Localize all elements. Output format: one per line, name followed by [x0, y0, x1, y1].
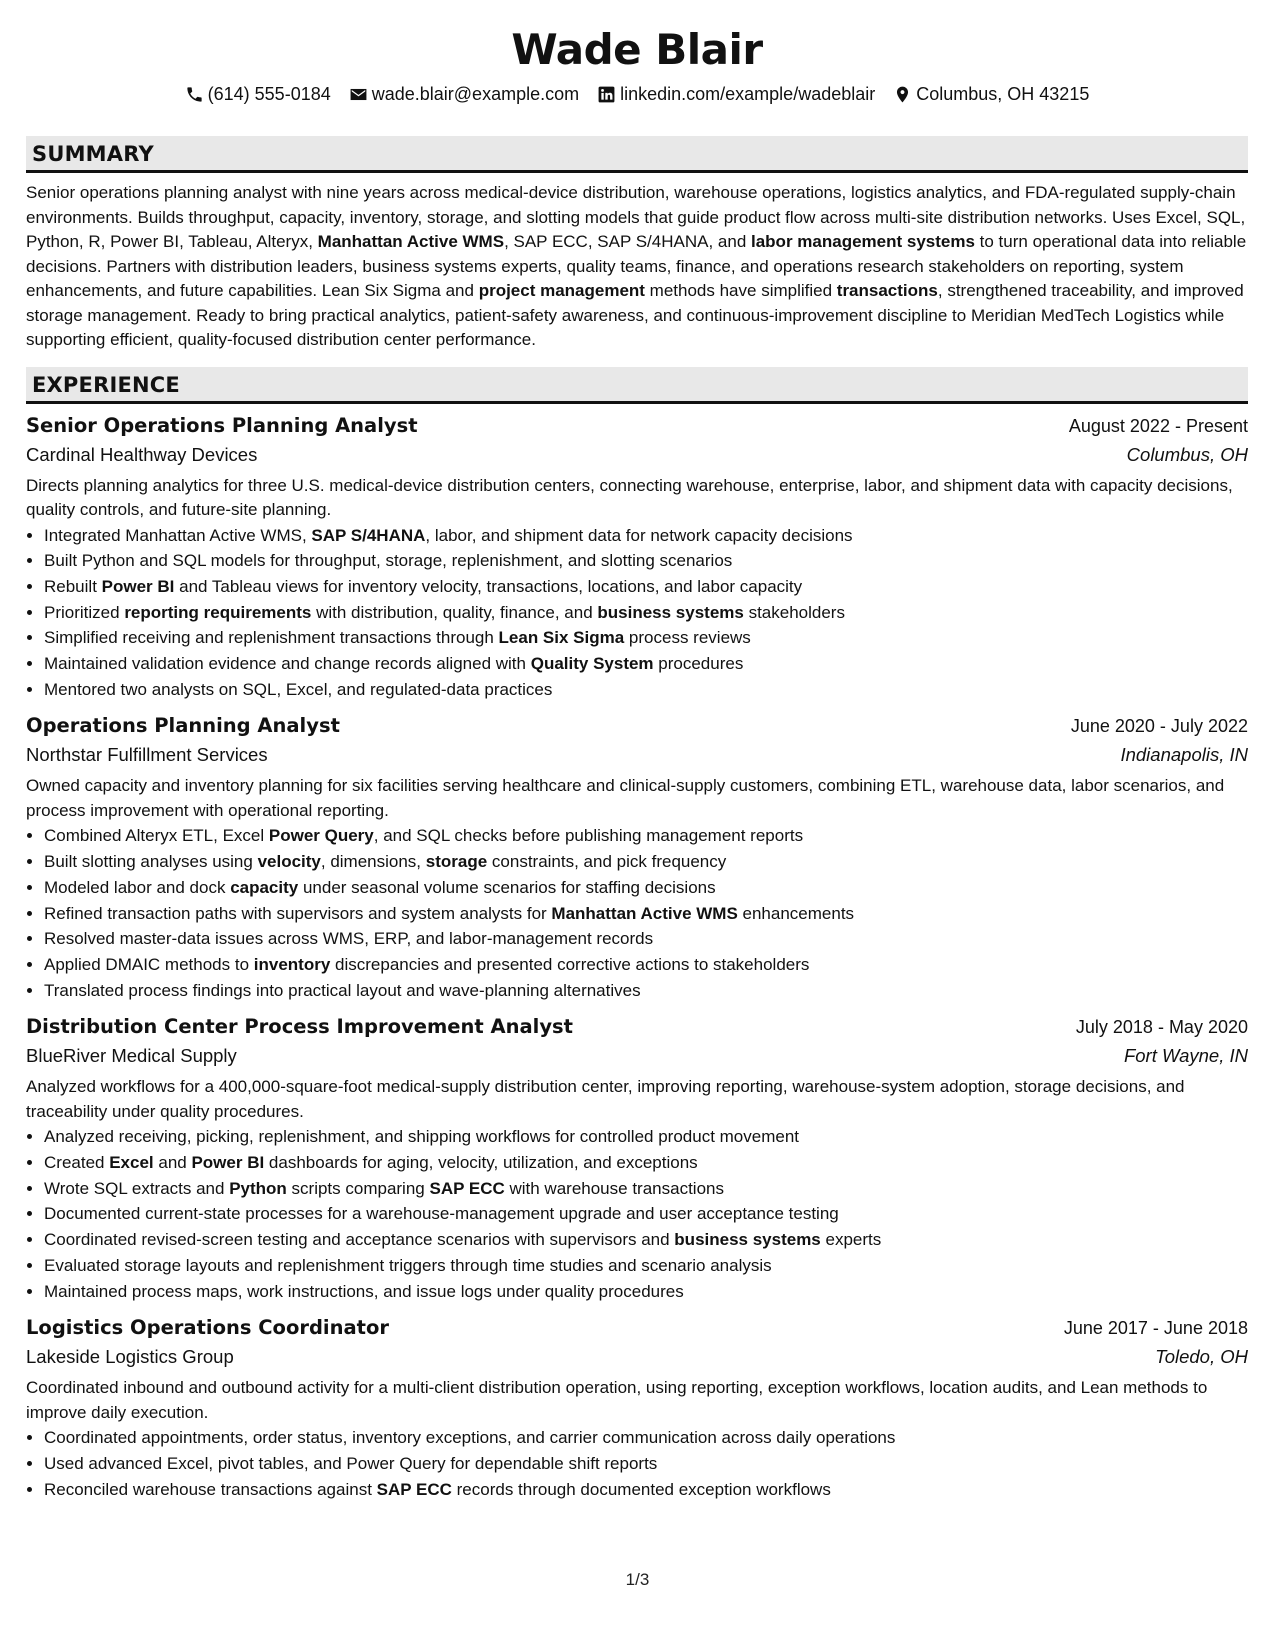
- job-bullet: [44, 978, 1248, 1004]
- job-company: Cardinal Healthway Devices: [26, 443, 258, 465]
- contact-email[interactable]: [349, 82, 579, 106]
- contact-phone: [185, 82, 331, 106]
- envelope-icon: [349, 85, 368, 104]
- text-run: Rebuilt: [44, 576, 102, 596]
- job-location: Columbus, OH: [1126, 443, 1248, 465]
- bold-keyword: Python: [229, 1178, 287, 1198]
- text-run: dashboards for aging, velocity, utilization, and exceptions: [264, 1153, 698, 1173]
- job-header-row: [26, 1013, 1248, 1041]
- text-run: Maintained validation evidence and change records aligned with: [44, 654, 531, 674]
- job-dates: July 2018 - May 2020: [1075, 1017, 1248, 1038]
- text-run: process reviews: [624, 628, 751, 648]
- job-company: Northstar Fulfillment Services: [26, 744, 268, 766]
- bold-keyword: SAP ECC: [376, 1479, 452, 1499]
- job-bullet: [44, 901, 1248, 927]
- bold-keyword: business systems: [674, 1230, 821, 1250]
- bold-keyword: Power BI: [191, 1153, 265, 1173]
- job-title: Logistics Operations Coordinator: [26, 1316, 389, 1340]
- job-bullet: [44, 1227, 1248, 1253]
- phone-text: (614) 555-0184: [207, 84, 331, 104]
- job-description: Coordinated inbound and outbound activity for a multi-client distribution operation, using reporting, exception workflows, location audits, and Lean methods to improve daily execution.: [26, 1378, 1208, 1422]
- job-bullet: [44, 952, 1248, 978]
- resume-page: [26, 0, 1248, 1502]
- bold-keyword: SAP ECC: [429, 1178, 505, 1198]
- job-dates: June 2017 - June 2018: [1063, 1318, 1248, 1339]
- bold-keyword: Manhattan Active WMS: [317, 232, 505, 251]
- text-run: Analyzed receiving, picking, replenishment, and shipping workflows for controlled product movement: [44, 1127, 799, 1147]
- job-bullet: [44, 823, 1248, 849]
- text-run: Built Python and SQL models for throughput, storage, replenishment, and slotting scenarios: [44, 551, 733, 571]
- job-location: Indianapolis, IN: [1120, 744, 1248, 766]
- bold-keyword: reporting requirements: [124, 602, 312, 622]
- job-bullet: [44, 1176, 1248, 1202]
- job-location: Fort Wayne, IN: [1123, 1045, 1248, 1067]
- text-run: enhancements: [737, 903, 855, 923]
- text-run: Simplified receiving and replenishment transactions through: [44, 628, 499, 648]
- bold-keyword: SAP S/4HANA: [311, 525, 426, 545]
- job-bullet-list: [26, 823, 1248, 1003]
- text-run: Created: [44, 1153, 110, 1173]
- text-run: stakeholders: [743, 602, 845, 622]
- text-run: , and SQL checks before publishing management reports: [373, 826, 804, 846]
- text-run: Coordinated revised-screen testing and acceptance scenarios with supervisors and: [44, 1230, 675, 1250]
- text-run: with distribution, quality, finance, and: [311, 602, 598, 622]
- text-run: , dimensions,: [320, 852, 426, 872]
- job-entry: [26, 1013, 1248, 1304]
- text-run: Built slotting analyses using: [44, 852, 258, 872]
- linkedin-link[interactable]: linkedin.com/example/wadeblair: [620, 84, 876, 104]
- text-run: Resolved master-data issues across WMS, ERP, and labor-management records: [44, 929, 654, 949]
- job-bullet: [44, 548, 1248, 574]
- experience-section: [26, 367, 1248, 1503]
- text-run: Used advanced Excel, pivot tables, and Power Query for dependable shift reports: [44, 1453, 658, 1473]
- job-bullet: [44, 1451, 1248, 1477]
- text-run: Senior operations planning analyst with nine years across medical-device distribution, warehouse operations, logistics analytics, and FDA-regulated supply-chain environments. Builds throughput, capacity, inventory, storage, and slotting models that guide product flow across multi-site distribution networks. Uses Excel, SQL, Python, R, Power BI, Tableau, Alteryx,: [26, 183, 1246, 251]
- job-description: Directs planning analytics for three U.S. medical-device distribution centers, connecting warehouse, enterprise, labor, and shipment data with capacity decisions, quality controls, and future-site planning.: [26, 475, 1233, 519]
- job-bullet: [44, 1201, 1248, 1227]
- job-bullet-list: [26, 1425, 1248, 1502]
- text-run: procedures: [653, 654, 744, 674]
- bold-keyword: Quality System: [530, 654, 654, 674]
- candidate-name: Wade Blair: [511, 25, 763, 74]
- job-bullet: [44, 875, 1248, 901]
- job-list: [26, 412, 1248, 1503]
- bold-keyword: Power Query: [268, 826, 374, 846]
- text-run: methods have simplified: [644, 281, 837, 300]
- job-bullet-list: [26, 1124, 1248, 1304]
- contact-linkedin[interactable]: [597, 82, 875, 106]
- bold-keyword: transactions: [836, 281, 938, 300]
- job-description: Owned capacity and inventory planning for six facilities serving healthcare and clinical-supply customers, combining ETL, warehouse data, labor scenarios, and process improvement with operational reporting.: [26, 776, 1225, 820]
- job-bullet: [44, 625, 1248, 651]
- job-dates: August 2022 - Present: [1068, 415, 1248, 436]
- bold-keyword: project management: [478, 281, 645, 300]
- text-run: Translated process findings into practical layout and wave-planning alternatives: [44, 980, 641, 1000]
- job-bullet: [44, 1279, 1248, 1305]
- text-run: , SAP ECC, SAP S/4HANA, and: [504, 232, 751, 251]
- text-run: to turn operational data into reliable decisions. Partners with distribution leaders, business systems experts, quality teams, finance, and operations research stakeholders on reporting, system enhancements, and future capabilities. Lean Six Sigma and: [26, 232, 1247, 300]
- bold-keyword: business systems: [597, 602, 744, 622]
- text-run: Coordinated appointments, order status, inventory exceptions, and carrier communication across daily operations: [44, 1428, 896, 1448]
- bold-keyword: Excel: [109, 1153, 154, 1173]
- text-run: Combined Alteryx ETL, Excel: [44, 826, 269, 846]
- phone-icon: [185, 85, 204, 104]
- summary-section: [26, 136, 1248, 353]
- text-run: constraints, and pick frequency: [487, 852, 727, 872]
- job-company-row: [26, 1342, 1248, 1372]
- text-run: with warehouse transactions: [504, 1178, 724, 1198]
- email-link[interactable]: wade.blair@example.com: [371, 84, 580, 104]
- job-bullet-list: [26, 523, 1248, 703]
- text-run: Maintained process maps, work instructions, and issue logs under quality procedures: [44, 1281, 684, 1301]
- text-run: experts: [820, 1230, 882, 1250]
- job-bullet: [44, 523, 1248, 549]
- text-run: Modeled labor and dock: [44, 877, 231, 897]
- job-entry: [26, 412, 1248, 703]
- job-header-row: [26, 412, 1248, 440]
- text-run: Wrote SQL extracts and: [44, 1178, 230, 1198]
- text-run: Refined transaction paths with supervisors and system analysts for: [44, 903, 552, 923]
- bold-keyword: capacity: [230, 877, 299, 897]
- summary-text: [26, 181, 1248, 353]
- job-entry: [26, 1314, 1248, 1502]
- job-bullet: [44, 677, 1248, 703]
- text-run: Reconciled warehouse transactions against: [44, 1479, 377, 1499]
- job-title: Distribution Center Process Improvement Analyst: [26, 1015, 573, 1039]
- job-bullet: [44, 574, 1248, 600]
- text-run: and Tableau views for inventory velocity, transactions, locations, and labor capacity: [174, 576, 803, 596]
- job-description: Analyzed workflows for a 400,000-square-foot medical-supply distribution center, improving reporting, warehouse-system adoption, storage decisions, and traceability under quality procedures.: [26, 1077, 1185, 1121]
- text-run: Prioritized: [44, 602, 125, 622]
- text-run: Integrated Manhattan Active WMS,: [44, 525, 312, 545]
- text-run: Mentored two analysts on SQL, Excel, and regulated-data practices: [44, 679, 553, 699]
- job-company: Lakeside Logistics Group: [26, 1346, 234, 1368]
- bold-keyword: Lean Six Sigma: [498, 628, 625, 648]
- job-header-row: [26, 1314, 1248, 1342]
- job-title: Operations Planning Analyst: [26, 714, 340, 738]
- map-marker-icon: [893, 85, 912, 104]
- text-run: Evaluated storage layouts and replenishment triggers through time studies and scenario analysis: [44, 1255, 772, 1275]
- job-bullet: [44, 1477, 1248, 1503]
- job-bullet: [44, 651, 1248, 677]
- job-bullet: [44, 600, 1248, 626]
- text-run: , strengthened traceability, and improved storage management. Ready to bring practical analytics, patient-safety awareness, and continuous-improvement discipline to Meridian MedTech Logistics while supporting efficient, quality-focused distribution center performance.: [26, 281, 1244, 349]
- page-number: 1/3: [625, 1570, 650, 1589]
- text-run: Applied DMAIC methods to: [44, 954, 254, 974]
- bold-keyword: storage: [425, 852, 488, 872]
- text-run: discrepancies and presented corrective actions to stakeholders: [330, 954, 810, 974]
- text-run: and: [153, 1153, 192, 1173]
- job-entry: [26, 712, 1248, 1003]
- text-run: under seasonal volume scenarios for staffing decisions: [298, 877, 716, 897]
- job-bullet: [44, 1124, 1248, 1150]
- job-dates: June 2020 - July 2022: [1070, 716, 1248, 737]
- text-run: Documented current-state processes for a warehouse-management upgrade and user acceptance testing: [44, 1204, 839, 1224]
- section-heading-summary: SUMMARY: [26, 136, 1248, 173]
- job-bullet: [44, 926, 1248, 952]
- job-title: Senior Operations Planning Analyst: [26, 413, 418, 437]
- bold-keyword: inventory: [253, 954, 331, 974]
- job-location: Toledo, OH: [1155, 1346, 1248, 1368]
- job-bullet: [44, 849, 1248, 875]
- bold-keyword: velocity: [257, 852, 321, 872]
- linkedin-icon: [597, 85, 616, 104]
- bold-keyword: labor management systems: [751, 232, 975, 251]
- text-run: , labor, and shipment data for network capacity decisions: [425, 525, 853, 545]
- job-bullet: [44, 1425, 1248, 1451]
- bold-keyword: Power BI: [101, 576, 175, 596]
- job-company-row: [26, 1041, 1248, 1071]
- location-text: Columbus, OH 43215: [916, 84, 1090, 104]
- contact-location: [893, 82, 1089, 106]
- contact-bar: [26, 82, 1248, 106]
- bold-keyword: Manhattan Active WMS: [551, 903, 738, 923]
- text-run: scripts comparing: [286, 1178, 430, 1198]
- job-bullet: [44, 1253, 1248, 1279]
- job-company-row: [26, 740, 1248, 770]
- section-heading-experience: EXPERIENCE: [26, 367, 1248, 404]
- job-company: BlueRiver Medical Supply: [26, 1045, 237, 1067]
- text-run: records through documented exception workflows: [451, 1479, 831, 1499]
- job-company-row: [26, 440, 1248, 470]
- job-header-row: [26, 712, 1248, 740]
- job-bullet: [44, 1150, 1248, 1176]
